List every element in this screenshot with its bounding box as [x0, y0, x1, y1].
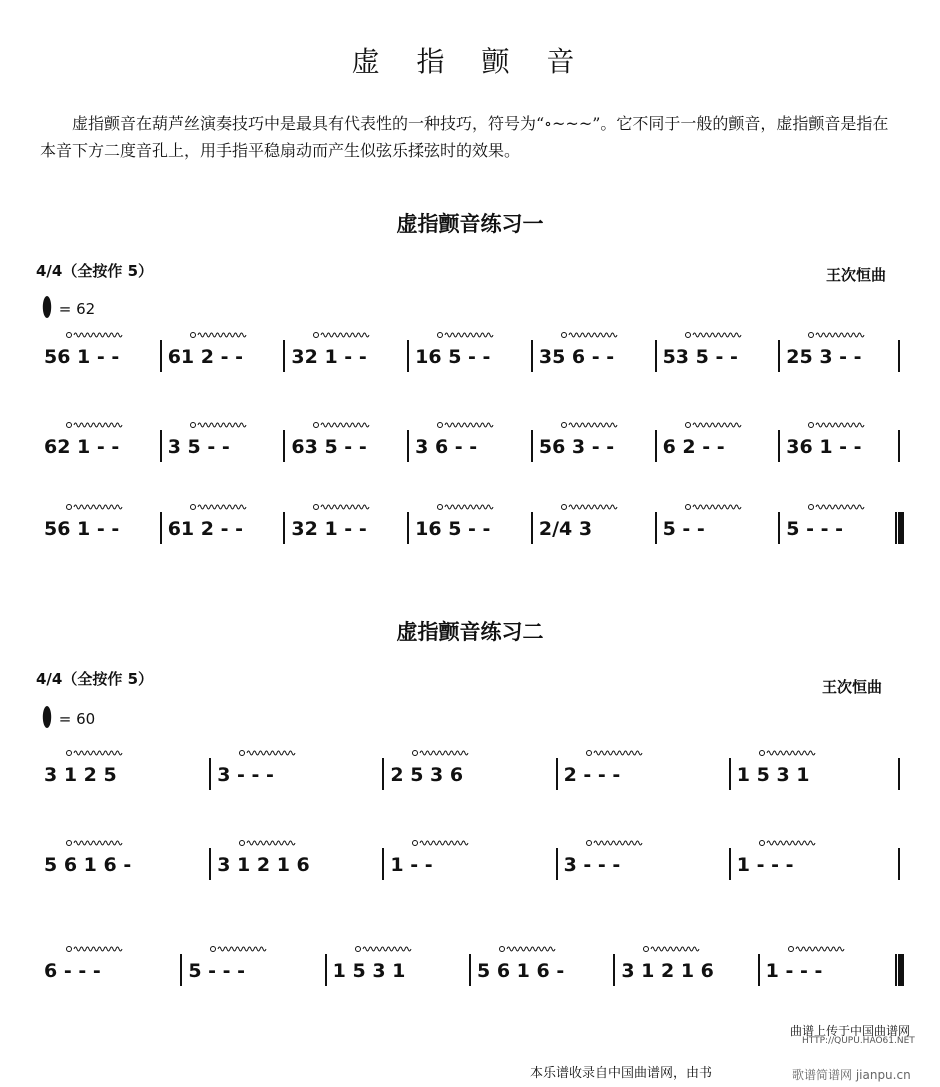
exercise2-heading: 虚指颤音练习二 — [396, 620, 544, 644]
barline — [898, 340, 900, 372]
barline — [531, 340, 533, 372]
barline — [209, 848, 211, 880]
vibrato-mark-icon — [66, 838, 126, 848]
barline — [729, 758, 731, 790]
measure: 36 1 - - — [786, 436, 862, 458]
vibrato-mark-icon — [355, 944, 415, 954]
measure: 3 - - - — [563, 854, 621, 876]
barline — [160, 340, 162, 372]
measure: 62 1 - - — [44, 436, 120, 458]
vibrato-mark-icon — [586, 748, 646, 758]
vibrato-mark-icon — [313, 330, 373, 340]
page-title: 虚 指 颤 音 — [351, 45, 589, 78]
measure: 1 5 3 1 — [736, 764, 810, 786]
vibrato-mark-icon — [66, 748, 126, 758]
vibrato-mark-icon — [190, 330, 250, 340]
vibrato-mark-icon — [210, 944, 270, 954]
quarter-note-icon — [43, 296, 51, 318]
barline — [758, 954, 760, 986]
measure: 3 1 2 1 6 — [217, 854, 310, 876]
measure: 16 5 - - — [415, 518, 491, 540]
barline — [407, 430, 409, 462]
measure: 56 3 - - — [538, 436, 615, 458]
measure: 1 - - - — [765, 960, 823, 982]
measure: 16 5 - - — [415, 346, 491, 368]
measure: 5 - - — [662, 518, 705, 540]
barline — [160, 512, 162, 544]
barline — [160, 430, 162, 462]
barline — [655, 512, 657, 544]
barline — [407, 340, 409, 372]
vibrato-mark-icon — [190, 420, 250, 430]
vibrato-mark-icon — [561, 502, 621, 512]
measure: 2 - - - — [563, 764, 621, 786]
vibrato-mark-icon — [685, 330, 745, 340]
measure: 35 6 - - — [538, 346, 615, 368]
barline — [325, 954, 327, 986]
vibrato-mark-icon — [66, 502, 126, 512]
vibrato-mark-icon — [808, 420, 868, 430]
barline — [556, 848, 558, 880]
watermark-upload: 曲谱上传于中国曲谱网 — [790, 1024, 911, 1038]
vibrato-mark-icon — [808, 330, 868, 340]
measure: 3 1 2 5 — [44, 764, 117, 786]
vibrato-mark-icon — [643, 944, 703, 954]
exercise1-tempo — [40, 296, 95, 318]
measure: 3 5 - - — [167, 436, 230, 458]
vibrato-mark-icon — [685, 420, 745, 430]
measure: 1 - - — [390, 854, 433, 876]
watermark-url: HTTP://QUPU.HAO61.NET — [802, 1036, 915, 1046]
barline — [778, 512, 780, 544]
measure: 3 - - - — [217, 764, 274, 786]
barline — [898, 758, 900, 790]
exercise2-line-3 — [36, 960, 902, 984]
barline — [778, 340, 780, 372]
measure: 3 6 - - — [415, 436, 478, 458]
barline — [209, 758, 211, 790]
vibrato-mark-icon — [313, 502, 373, 512]
measure: 63 5 - - — [291, 436, 367, 458]
exercise1-heading: 虚指颤音练习一 — [396, 212, 544, 236]
measure: 3 1 2 1 6 — [621, 960, 714, 982]
barline — [283, 340, 285, 372]
exercise2-line-1 — [36, 764, 902, 788]
barline — [382, 758, 384, 790]
vibrato-mark-icon — [685, 502, 745, 512]
exercise2-line-2 — [36, 854, 902, 878]
vibrato-mark-icon — [190, 502, 250, 512]
measure: 5 6 1 6 - — [44, 854, 132, 876]
barline — [180, 954, 182, 986]
vibrato-mark-icon — [808, 502, 868, 512]
measure: 5 6 1 6 - — [477, 960, 565, 982]
vibrato-mark-icon — [412, 838, 472, 848]
barline — [469, 954, 471, 986]
vibrato-mark-icon — [788, 944, 848, 954]
vibrato-mark-icon — [239, 748, 299, 758]
barline — [898, 848, 900, 880]
final-barline — [894, 954, 904, 986]
vibrato-mark-icon — [586, 838, 646, 848]
vibrato-mark-icon — [239, 838, 299, 848]
measure: 32 1 - - — [291, 346, 367, 368]
barline — [898, 430, 900, 462]
vibrato-mark-icon — [561, 420, 621, 430]
vibrato-mark-icon — [561, 330, 621, 340]
vibrato-mark-icon — [66, 330, 126, 340]
barline — [778, 430, 780, 462]
measure: 25 3 - - — [786, 346, 862, 368]
measure: 1 - - - — [736, 854, 794, 876]
vibrato-mark-icon — [437, 502, 497, 512]
measure: 2/4 3 — [538, 518, 593, 540]
measure: 6 - - - — [44, 960, 101, 982]
barline — [655, 340, 657, 372]
vibrato-mark-icon — [437, 420, 497, 430]
measure: 32 1 - - — [291, 518, 367, 540]
vibrato-mark-icon — [759, 838, 819, 848]
measure: 56 1 - - — [44, 346, 120, 368]
barline — [655, 430, 657, 462]
quarter-note-icon — [43, 706, 51, 728]
footer-source: 本乐谱收录自中国曲谱网，由书 — [530, 1066, 713, 1081]
barline — [531, 430, 533, 462]
exercise2-tempo — [40, 706, 95, 728]
vibrato-mark-icon — [412, 748, 472, 758]
exercise1-line-2 — [36, 436, 902, 460]
final-barline — [894, 512, 904, 544]
measure: 5 - - - — [188, 960, 246, 982]
measure: 61 2 - - — [167, 346, 243, 368]
exercise1-line-3 — [36, 518, 902, 542]
exercise2-tempo-value: = 60 — [58, 710, 96, 728]
measure: 1 5 3 1 — [332, 960, 406, 982]
measure: 2 5 3 6 — [390, 764, 464, 786]
measure: 5 - - - — [786, 518, 844, 540]
vibrato-mark-icon — [499, 944, 559, 954]
barline — [613, 954, 615, 986]
barline — [556, 758, 558, 790]
intro-paragraph: 虚指颤音在葫芦丝演奏技巧中是最具有代表性的一种技巧，符号为“∘~~~”。它不同于一般的颤音，虚指颤音是指在本音下方二度音孔上，用手指平稳扇动而产生似弦乐揉弦时的效果。 — [40, 114, 889, 160]
barline — [407, 512, 409, 544]
exercise2-composer: 王次恒曲 — [822, 678, 883, 696]
measure: 6 2 - - — [662, 436, 725, 458]
vibrato-mark-icon — [66, 420, 126, 430]
barline — [531, 512, 533, 544]
barline — [283, 512, 285, 544]
vibrato-mark-icon — [313, 420, 373, 430]
watermark-site: 歌谱简谱网 jianpu.cn — [792, 1068, 911, 1082]
measure: 53 5 - - — [662, 346, 738, 368]
barline — [283, 430, 285, 462]
vibrato-mark-icon — [759, 748, 819, 758]
exercise2-meta: 4/4（全按作 5） — [36, 670, 154, 688]
vibrato-mark-icon — [66, 944, 126, 954]
exercise1-line-1 — [36, 346, 902, 370]
barline — [382, 848, 384, 880]
exercise1-composer: 王次恒曲 — [826, 266, 887, 284]
measure: 61 2 - - — [167, 518, 243, 540]
measure: 56 1 - - — [44, 518, 120, 540]
vibrato-mark-icon — [437, 330, 497, 340]
barline — [729, 848, 731, 880]
exercise1-tempo-value: = 62 — [58, 300, 96, 318]
exercise1-meta: 4/4（全按作 5） — [36, 262, 154, 280]
